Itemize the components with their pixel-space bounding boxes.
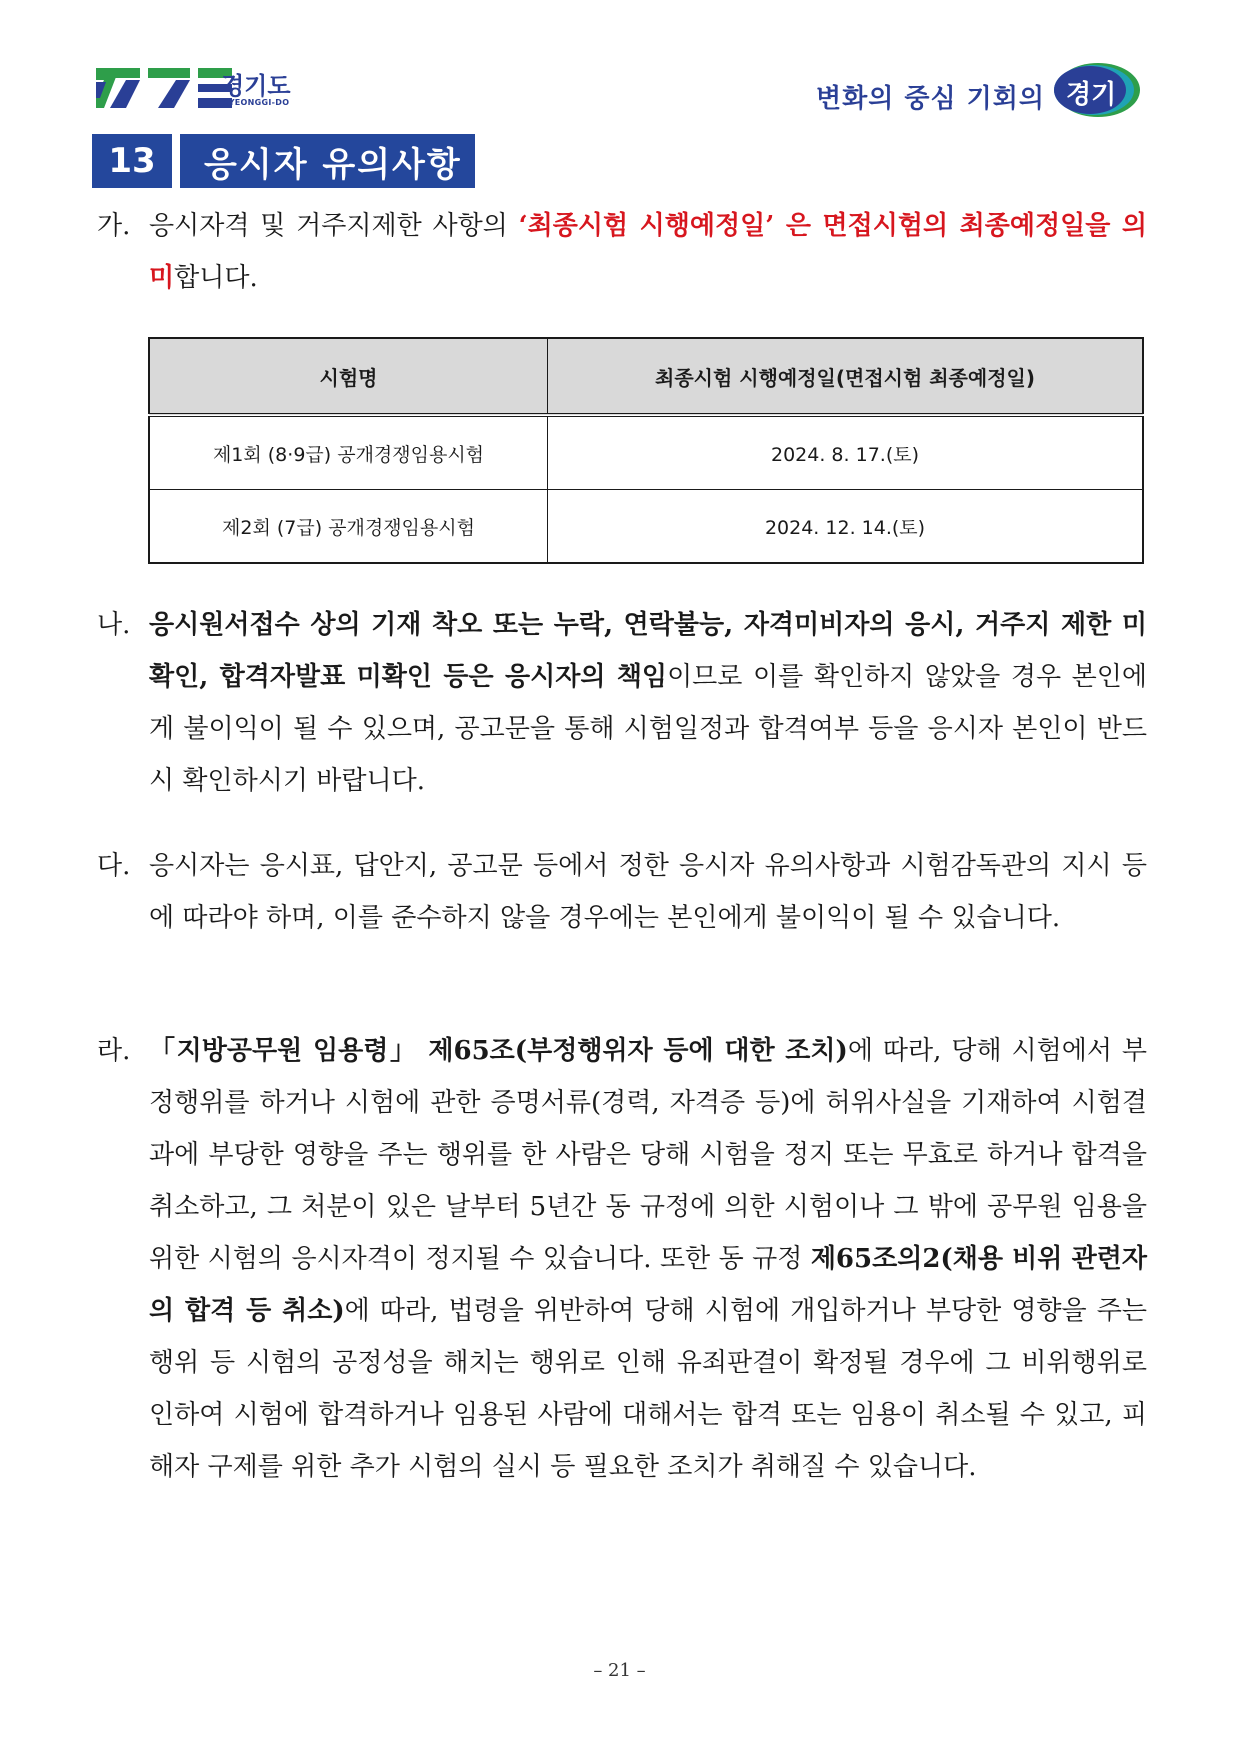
paragraph-marker: 나. [97, 610, 131, 640]
paragraph-bold-text: 응시원서접수 상의 기재 착오 또는 누락, 연락불능, 자격미비자의 응시, 거주지 제한 미확인, 합격자발표 미확인 등은 응시자의 책임 [149, 610, 1147, 692]
paragraph-highlight: ‘최종시험 시행예정일’ 은 면접시험의 최종예정일을 의미 [149, 211, 1147, 293]
table-header-row [149, 338, 1143, 415]
paragraph-ga [97, 200, 1147, 304]
exam-schedule-table [148, 337, 1144, 564]
slogan-text: 변화의 중심 기회의 [816, 84, 1046, 114]
paragraph-text: 이므로 이를 확인하지 않았을 경우 본인에게 불이익이 될 수 있으며, 공고문을 통해 시험일정과 합격여부 등을 응시자 본인이 반드시 확인하시기 바랍니다. [149, 662, 1148, 796]
logo-subtext: GYEONGGI-DO [222, 98, 290, 107]
table-row [149, 415, 1143, 490]
paragraph-bold-text: 제65조의2(채용 비위 관련자의 합격 등 취소) [149, 1244, 1147, 1326]
paragraph-da [97, 840, 1147, 944]
table-header-cell: 최종시험 시행예정일(면접시험 최종예정일) [548, 338, 1144, 415]
logo-text: 경기도 [221, 72, 291, 100]
page-header [0, 0, 1239, 130]
exam-name-cell: 제2회 (7급) 공개경쟁임용시험 [149, 490, 548, 564]
exam-date-cell: 2024. 8. 17.(토) [548, 415, 1144, 490]
table-row [149, 490, 1143, 564]
paragraph-text: 응시자격 및 거주지제한 사항의 [149, 211, 519, 241]
paragraph-text: 에 따라, 당해 시험에서 부정행위를 하거나 시험에 관한 증명서류(경력, 자격증 등)에 허위사실을 기재하여 시험결과에 부당한 영향을 주는 행위를 한 사람은 당해 시험을 정지 또는 무효로 하거나 합격을 취소하고, 그 처분이 있은 날부터 5년간 동 규정에 의한 시험이나 그 밖에 공무원 임용을 위한 시험의 응시자격이 정지될 수 있습니다. 또한 동 규정 [149, 1036, 1148, 1274]
table-header-cell: 시험명 [149, 338, 548, 415]
paragraph-ra [97, 1025, 1147, 1493]
section-number: 13 [92, 134, 172, 188]
paragraph-marker: 라. [97, 1036, 131, 1066]
paragraph-marker: 다. [97, 851, 131, 881]
paragraph-bold-text: 「지방공무원 임용령」 제65조(부정행위자 등에 대한 조치) [149, 1036, 848, 1066]
exam-date-cell: 2024. 12. 14.(토) [548, 490, 1144, 564]
paragraph-marker: 가. [97, 211, 131, 241]
section-title: 응시자 유의사항 [180, 134, 475, 188]
slogan-badge-text: 경기 [1066, 80, 1117, 110]
paragraph-text: 에 따라, 법령을 위반하여 당해 시험에 개입하거나 부당한 영향을 주는 행위 등 시험의 공정성을 해치는 행위로 인해 유죄판결이 확정될 경우에 그 비위행위로 인하여 시험에 합격하거나 임용된 사람에 대해서는 합격 또는 임용이 취소될 수 있고, 피해자 구제를 위한 추가 시험의 실시 등 필요한 조치가 취해질 수 있습니다. [149, 1296, 1147, 1482]
paragraph-na [97, 599, 1147, 807]
paragraph-text: 합니다. [174, 263, 258, 293]
exam-name-cell: 제1회 (8·9급) 공개경쟁임용시험 [149, 415, 548, 490]
page-number: – 21 – [593, 1660, 646, 1681]
paragraph-text: 응시자는 응시표, 답안지, 공고문 등에서 정한 응시자 유의사항과 시험감독관의 지시 등에 따라야 하며, 이를 준수하지 않을 경우에는 본인에게 불이익이 될 수 있습니다. [149, 851, 1147, 933]
